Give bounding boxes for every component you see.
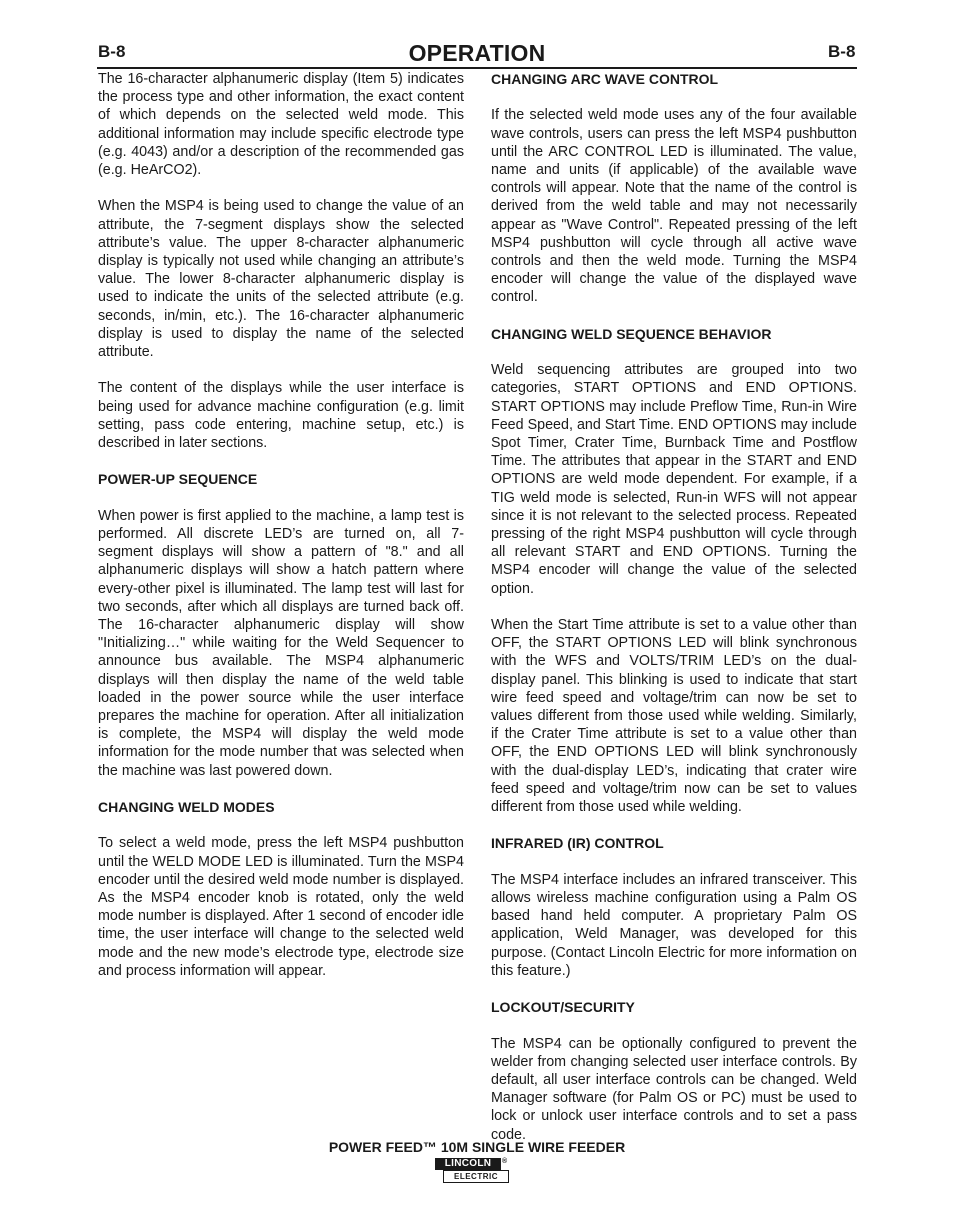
heading-power-up-sequence: POWER-UP SEQUENCE [98,471,258,488]
footer-product-title: POWER FEED™ 10M SINGLE WIRE FEEDER [328,1139,626,1155]
page-number-right: B-8 [828,42,856,61]
paragraph-display-info: The 16-character alphanumeric display (Item 5) indicates the process type and other information, the exact content of which depends on the selected weld mode. This additional information may include specific electrode type (e.g. 4043) and/or a description of the recommended gas (e.g. HeArCO2). [98,71,464,179]
heading-changing-weld-modes: CHANGING WELD MODES [98,799,275,816]
paragraph-attribute-display: When the MSP4 is being used to change the value of an attribute, the 7-segment displays show the selected attribute’s value. The upper 8-character alphanumeric display is typically not used while changing an attribute’s value. The lower 8-character alphanumeric display is used to indicate the units of the selected attribute (e.g. seconds, in/min, etc.). The 16-character alphanumeric display is used to display the name of the selected attribute. [98,198,464,361]
paragraph-weld-sequence-categories: Weld sequencing attributes are grouped into two categories, START OPTIONS and END OPTIONS. START OPTIONS may include Preflow Time, Run-in Wire Feed Speed, and Start Time. END OPTIONS may include Spot Timer, Crater Time, Burnback Time and Postflow Time. The attributes that appear in the START and END OPTIONS are weld mode dependent. For example, if a TIG weld mode is selected, Run-in WFS will not appear since it is not relevant to the selected process. Repeated pressing of the right MSP4 pushbutton will cycle through all relevant START and END OPTIONS. Turning the MSP4 encoder will change the value of the selected option. [491,362,857,597]
paragraph-changing-arc-wave-control: If the selected weld mode uses any of the four available wave controls, users can press the left MSP4 pushbutton until the ARC CONTROL LED is illuminated. The value, name and units (if applicable) of the available wave controls will appear. Note that the name of the control is derived from the weld table and may not necessarily appear as "Wave Control". Repeated pressing of the left MSP4 pushbutton will cycle through all active wave controls and then the weld mode. Turning the MSP4 encoder will change the value of the displayed wave control. [491,107,857,306]
right-column [491,70,857,1162]
logo-electric-text: ELECTRIC [443,1170,509,1183]
logo-registered-mark: ® [502,1158,508,1165]
paragraph-changing-weld-modes: To select a weld mode, press the left MSP4 pushbutton until the WELD MODE LED is illuminated. Turn the MSP4 encoder until the desired weld mode number is displayed. As the MSP4 encoder knob is rotated, only the weld mode number is displayed. After 1 second of encoder idle time, the user interface will change to the selected weld mode and the new mode’s electrode type, electrode size and process information will appear. [98,835,464,979]
paragraph-power-up-sequence: When power is first applied to the machine, a lamp test is performed. All discrete LED’s are turned on, all 7-segment displays will show a pattern of "8." and all alphanumeric displays will show a hatch pattern where every-other pixel is illuminated. The lamp test will last for two seconds, after which all displays are turned back off. The 16-character alphanumeric display will show "Initializing…" while waiting for the Weld Sequencer to announce bus available. The MSP4 alphanumeric displays will then display the name of the weld table loaded in the power source while the user interface prepares the machine for operation. After all initialization is complete, the MSP4 will display the weld mode information for the mode number that was selected when the machine was last powered down. [98,507,464,779]
heading-weld-sequence-behavior: CHANGING WELD SEQUENCE BEHAVIOR [491,325,772,342]
heading-lockout-security: LOCKOUT/SECURITY [491,999,635,1016]
page-title: OPERATION [408,40,546,66]
logo-lincoln-text: LINCOLN [435,1158,501,1170]
heading-changing-arc-wave-control: CHANGING ARC WAVE CONTROL [491,71,719,87]
paragraph-configuration-display: The content of the displays while the user interface is being used for advance machine configuration (e.g. limit setting, pass code entering, machine setup, etc.) is described in later sections. [98,380,464,452]
paragraph-lockout-security: The MSP4 can be optionally configured to prevent the welder from changing selected user interface controls. By default, all user interface controls can be changed. Weld Manager software (for Palm OS or PC) must be used to lock or unlock user interface controls and to set a pass code. [491,1035,857,1143]
paragraph-weld-sequence-blinking: When the Start Time attribute is set to a value other than OFF, the START OPTIONS LED will blink synchronous with the WFS and VOLTS/TRIM LED’s on the dual-display panel. This blinking is used to indicate that start wire feed speed and voltage/trim can now be set to values different from those used while welding. Similarly, if the Crater Time attribute is set to a value other than OFF, the END OPTIONS LED will blink synchronously with the dual-display LED’s, indicating that crater wire feed speed and voltage/trim now can be set to values different from those used while welding. [491,617,857,816]
header-rule [97,67,857,69]
left-column [98,70,464,998]
lincoln-electric-logo [435,1158,509,1184]
paragraph-infrared-control: The MSP4 interface includes an infrared transceiver. This allows wireless machine configuration using a Palm OS based hand held computer. A proprietary Palm OS application, Weld Manager, was developed for this purpose. (Contact Lincoln Electric for more information on this feature.) [491,871,857,979]
page-number-left: B-8 [98,42,126,61]
heading-infrared-control: INFRARED (IR) CONTROL [491,835,664,852]
